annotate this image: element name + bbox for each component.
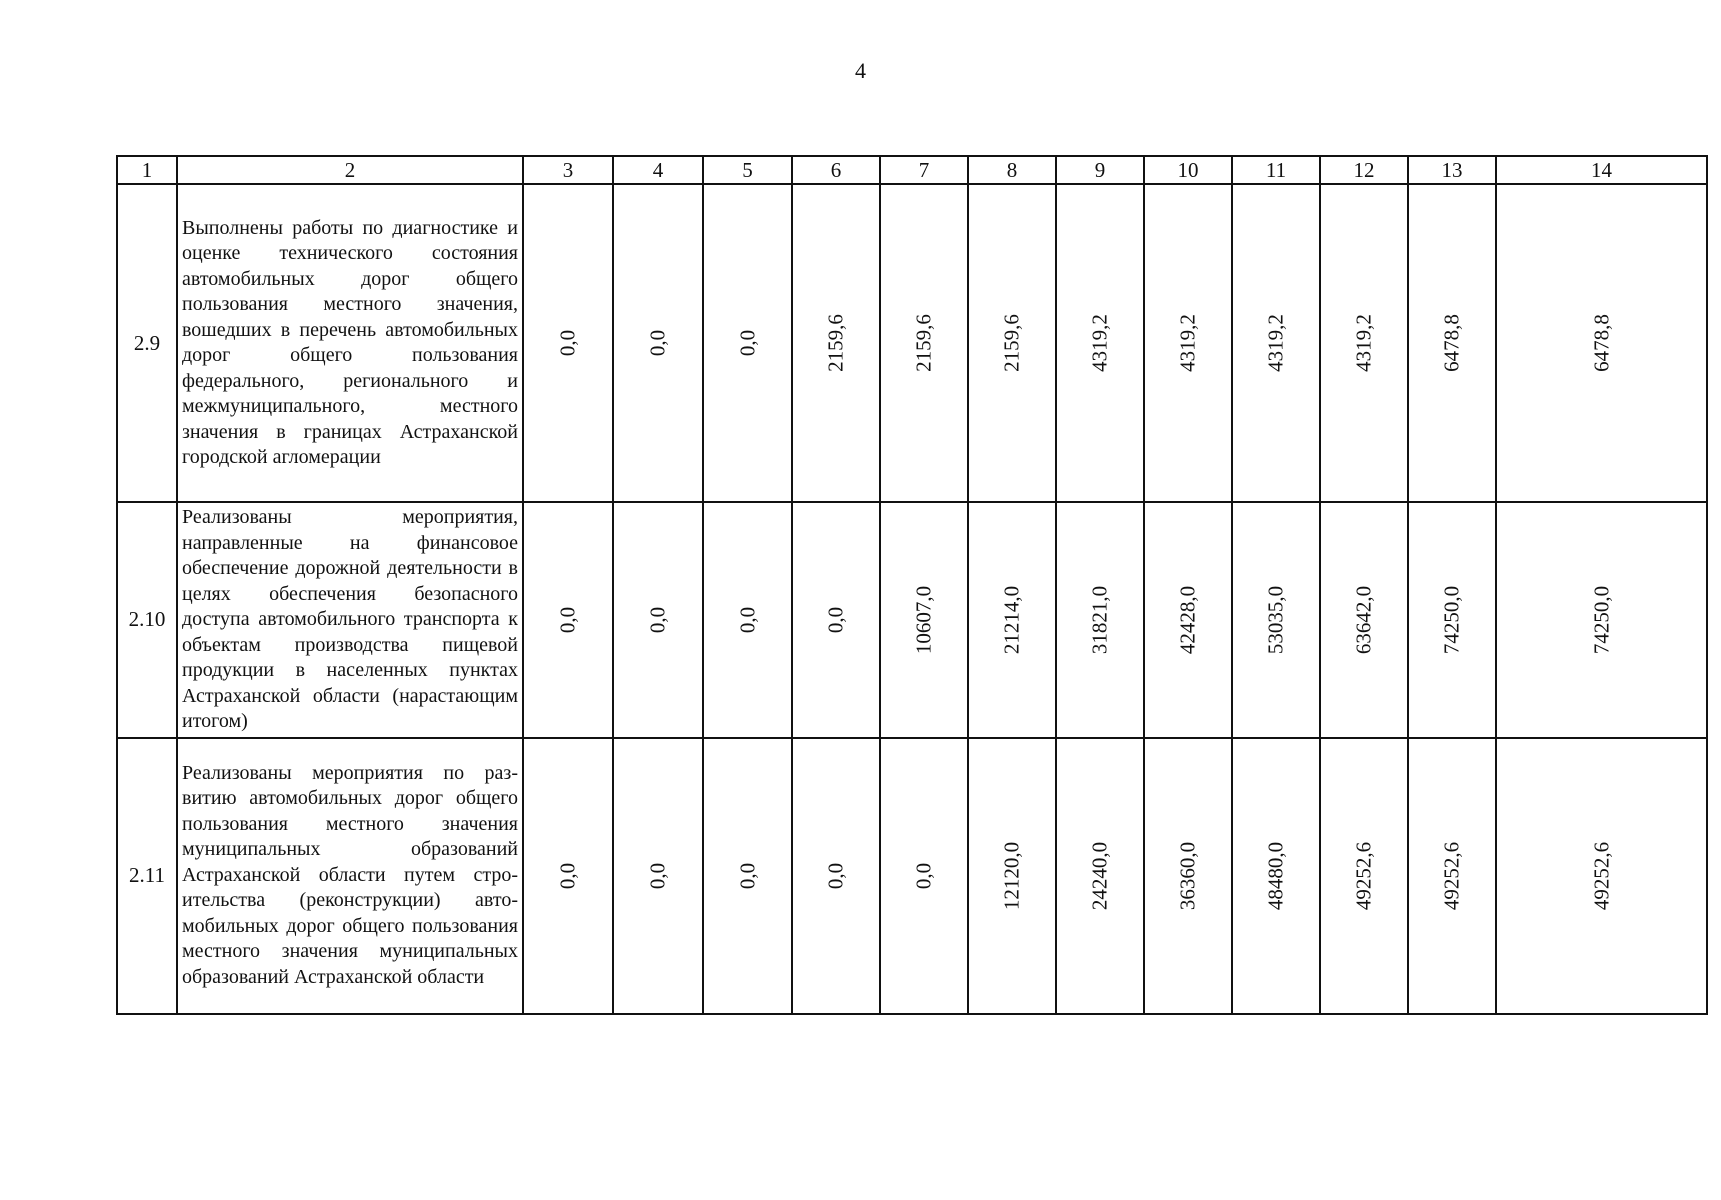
value-cell xyxy=(880,738,968,1014)
value-text: 24240,0 xyxy=(1087,841,1112,910)
column-header: 12 xyxy=(1320,156,1408,184)
value-text: 2159,6 xyxy=(823,314,848,372)
row-description: Реализованы мероприятия по развитию автомобильных дорог общего пользования местного значения муниципальных образований Астраханской области путем строительства (реконструкции) автомобильных дорог общего пользования местного значения муниципальных образований Астраханской области xyxy=(177,738,523,1014)
value-cell xyxy=(1408,502,1496,738)
value-cell xyxy=(523,738,613,1014)
value-cell xyxy=(792,502,880,738)
value-cell xyxy=(880,184,968,502)
value-cell xyxy=(1232,738,1320,1014)
value-cell xyxy=(1232,184,1320,502)
column-header: 3 xyxy=(523,156,613,184)
column-header: 7 xyxy=(880,156,968,184)
row-description: Выполнены работы по диагностике и оценке технического состояния автомобильных дорог общего пользования местного значения, вошедших в перечень автомобильных дорог общего пользования федерального, регионального и межмуниципального, местного значения в границах Астраханской городской агломерации xyxy=(177,184,523,502)
value-text: 0,0 xyxy=(735,329,759,357)
row-description: Реализованы мероприятия, направленные на финансовое обеспечение дорожной деятельности в целях обеспечения безопасного доступа автомобильного транспорта к объектам производства пищевой продукции в населенных пунктах Астраханской области (нарастающим итогом) xyxy=(177,502,523,738)
row-number: 2.9 xyxy=(117,184,177,502)
column-header: 6 xyxy=(792,156,880,184)
column-header: 9 xyxy=(1056,156,1144,184)
page-number: 4 xyxy=(855,58,866,83)
value-cell xyxy=(968,502,1056,738)
value-cell xyxy=(792,184,880,502)
value-text: 6478,8 xyxy=(1589,314,1613,372)
value-text: 0,0 xyxy=(911,862,936,889)
value-text: 42428,0 xyxy=(1175,585,1200,654)
value-cell xyxy=(1320,184,1408,502)
table-header-row xyxy=(117,156,1707,184)
value-text: 0,0 xyxy=(645,862,670,889)
value-cell xyxy=(613,184,703,502)
value-cell xyxy=(1320,502,1408,738)
table-row xyxy=(117,184,1707,502)
value-text: 0,0 xyxy=(735,862,759,889)
value-text: 12120,0 xyxy=(999,841,1024,910)
value-cell xyxy=(1144,184,1232,502)
value-cell xyxy=(1496,738,1707,1014)
column-header: 14 xyxy=(1496,156,1707,184)
value-cell xyxy=(523,184,613,502)
value-cell xyxy=(968,738,1056,1014)
value-cell xyxy=(1496,184,1707,502)
column-header: 4 xyxy=(613,156,703,184)
value-cell xyxy=(1056,502,1144,738)
value-cell xyxy=(1408,738,1496,1014)
value-text: 49252,6 xyxy=(1589,841,1613,910)
table-row xyxy=(117,502,1707,738)
value-text: 21214,0 xyxy=(999,585,1024,654)
value-cell xyxy=(703,738,792,1014)
value-cell xyxy=(1056,184,1144,502)
value-text: 0,0 xyxy=(823,606,848,633)
value-text: 4319,2 xyxy=(1351,314,1376,372)
value-text: 0,0 xyxy=(823,862,848,889)
value-text: 36360,0 xyxy=(1175,841,1200,910)
value-text: 2159,6 xyxy=(911,314,936,372)
value-text: 74250,0 xyxy=(1589,585,1613,654)
value-text: 4319,2 xyxy=(1175,314,1200,372)
value-cell xyxy=(880,502,968,738)
value-text: 0,0 xyxy=(555,862,580,889)
value-text: 63642,0 xyxy=(1351,585,1376,654)
table-row xyxy=(117,738,1707,1014)
value-text: 74250,0 xyxy=(1439,585,1464,654)
column-header: 11 xyxy=(1232,156,1320,184)
value-text: 10607,0 xyxy=(911,585,936,654)
value-cell xyxy=(523,502,613,738)
value-cell xyxy=(703,502,792,738)
value-text: 48480,0 xyxy=(1263,841,1288,910)
value-text: 2159,6 xyxy=(999,314,1024,372)
value-text: 53035,0 xyxy=(1263,585,1288,654)
value-text: 49252,6 xyxy=(1351,841,1376,910)
value-cell xyxy=(1056,738,1144,1014)
column-header: 5 xyxy=(703,156,792,184)
value-cell xyxy=(613,502,703,738)
value-cell xyxy=(1232,502,1320,738)
value-text: 0,0 xyxy=(555,606,580,633)
value-cell xyxy=(968,184,1056,502)
value-text: 0,0 xyxy=(645,606,670,633)
column-header: 1 xyxy=(117,156,177,184)
row-number: 2.10 xyxy=(117,502,177,738)
value-text: 49252,6 xyxy=(1439,841,1464,910)
value-cell xyxy=(703,184,792,502)
value-cell xyxy=(792,738,880,1014)
value-cell xyxy=(1320,738,1408,1014)
value-text: 4319,2 xyxy=(1263,314,1288,372)
column-header: 10 xyxy=(1144,156,1232,184)
value-text: 0,0 xyxy=(735,606,759,633)
value-text: 6478,8 xyxy=(1439,314,1464,372)
value-text: 0,0 xyxy=(645,329,670,357)
indicators-table xyxy=(116,155,1708,1015)
value-cell xyxy=(1144,502,1232,738)
value-text: 0,0 xyxy=(555,329,580,357)
column-header: 13 xyxy=(1408,156,1496,184)
column-header: 8 xyxy=(968,156,1056,184)
value-cell xyxy=(1144,738,1232,1014)
column-header: 2 xyxy=(177,156,523,184)
value-text: 31821,0 xyxy=(1087,585,1112,654)
value-cell xyxy=(613,738,703,1014)
value-cell xyxy=(1496,502,1707,738)
value-cell xyxy=(1408,184,1496,502)
value-text: 4319,2 xyxy=(1087,314,1112,372)
row-number: 2.11 xyxy=(117,738,177,1014)
